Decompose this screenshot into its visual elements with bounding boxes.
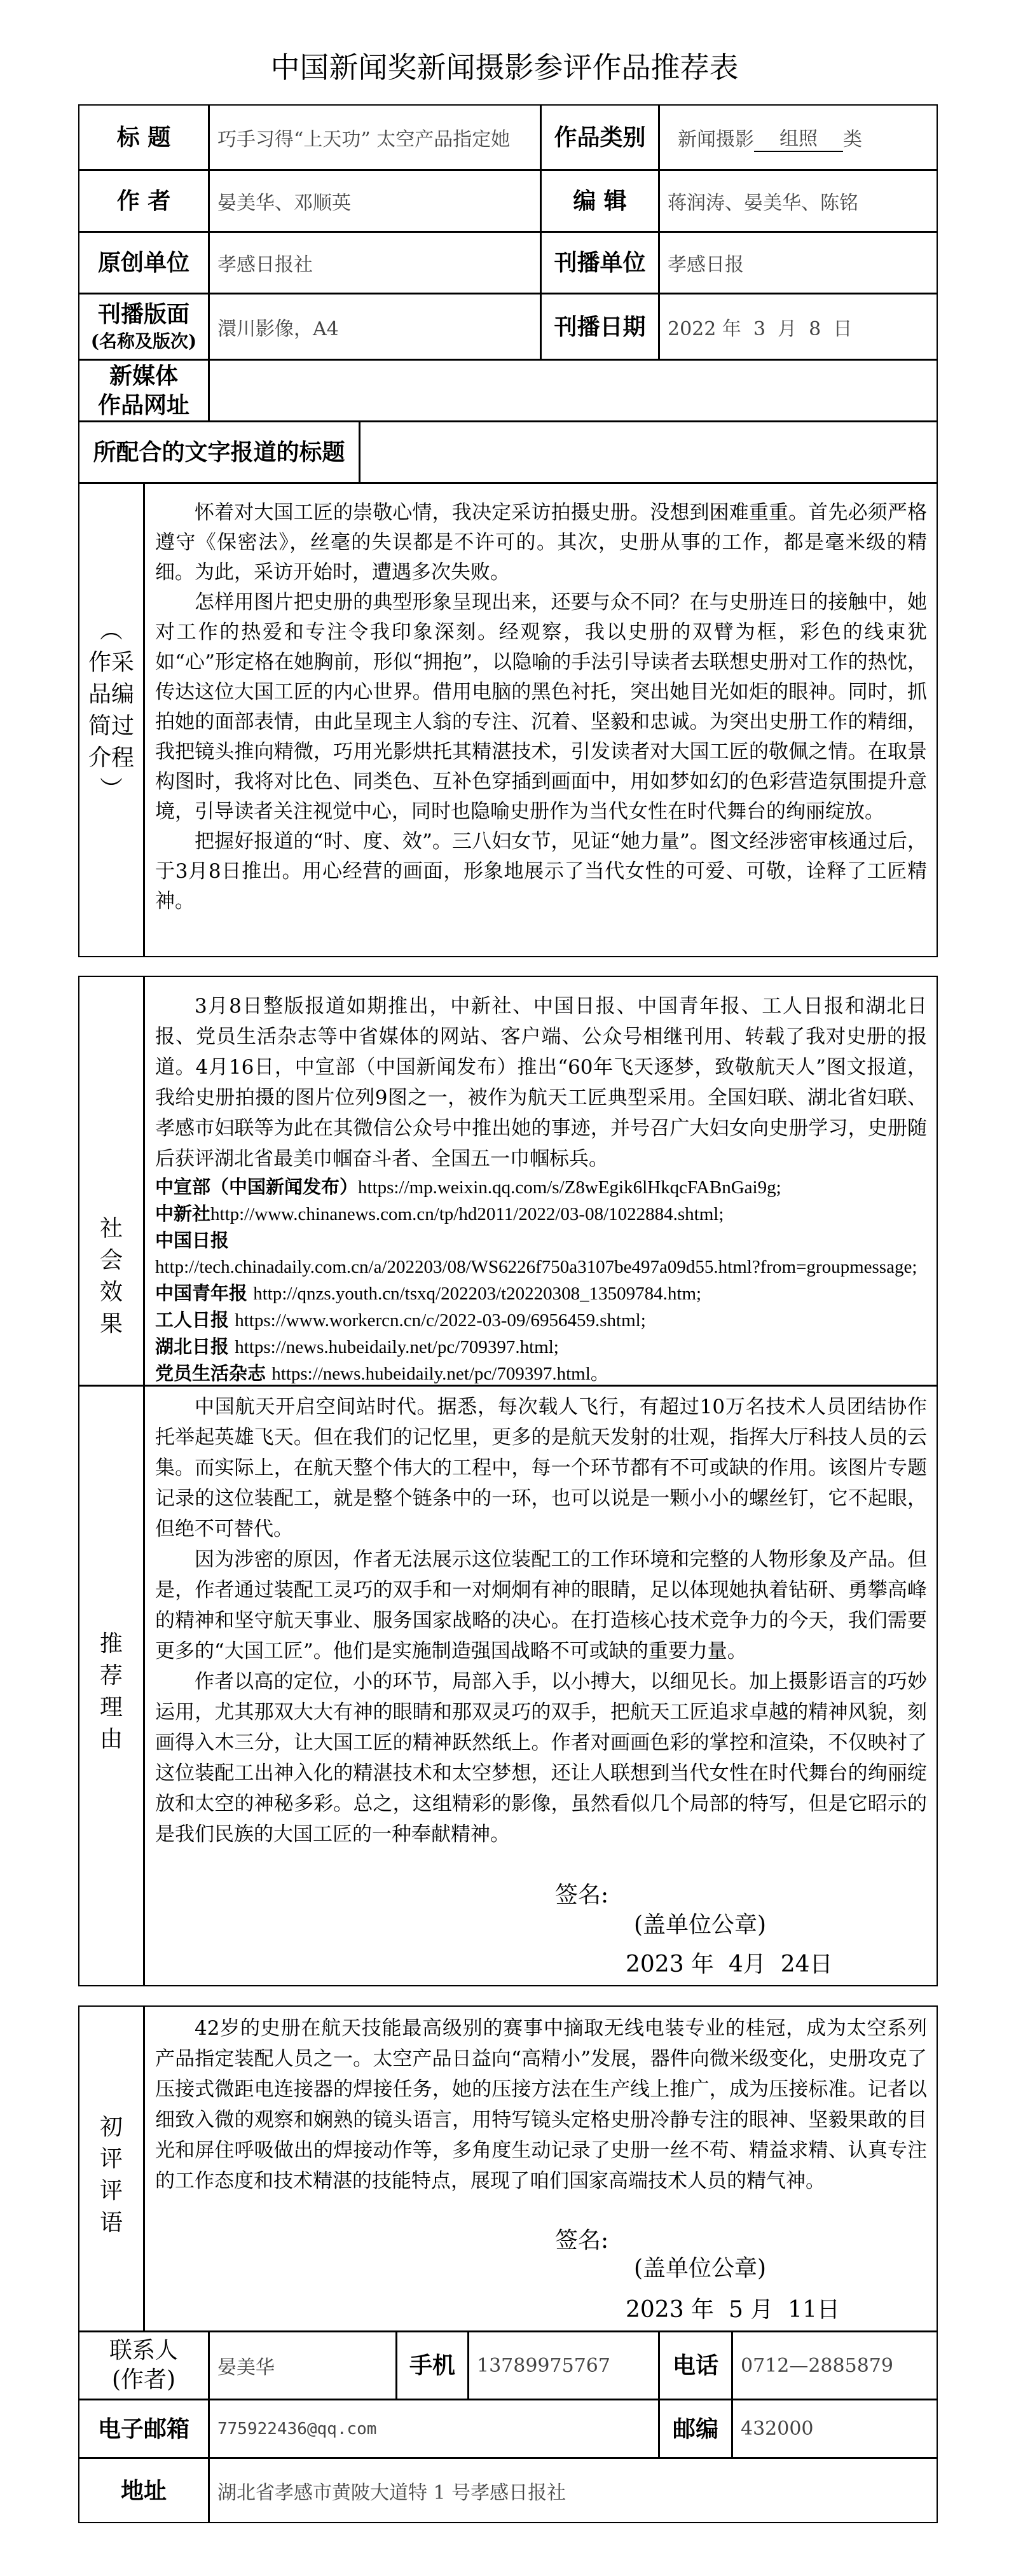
link-source: 中宣部（中国新闻发布） [155,1176,359,1198]
recommend-text [144,1385,938,1986]
social-label-char: 果 [99,1310,123,1337]
social-link[interactable] [155,1361,927,1387]
review-signature-label: 签名: [555,2227,609,2254]
review-text [144,2005,938,2332]
social-link[interactable] [155,1334,927,1361]
social-link[interactable] [155,1307,927,1334]
recommend-label [78,1385,144,1986]
link-source: 工人日报 [155,1309,230,1331]
editor-label: 编 辑 [540,170,659,232]
origin-unit-value: 孝感日报社 [209,232,541,294]
link-source: 湖北日报 [155,1336,230,1357]
recommend-paragraph: 因为涉密的原因，作者无法展示这位装配工的工作环境和完整的人物形象及产品。但是，作者通过装配工灵巧的双手和一对炯炯有神的眼睛，足以体现她执着钻研、勇攀高峰的精神和坚守航天事业、服务国家战略的决心。在打造核心技术竞争力的今天，我们需要更多的“大国工匠”。他们是实施制造强国战略不可或缺的重要力量。 [155,1548,927,1663]
intro-label-row: 品编 [88,681,134,707]
link-url[interactable]: http://qnzs.youth.cn/tsxq/202203/t20220308_13509784.htm; [253,1284,702,1304]
intro-text [144,483,938,957]
phone-label: 电话 [659,2331,732,2400]
review-paragraph: 42岁的史册在航天技能最高级别的赛事中摘取无线电装专业的桂冠，成为太空系列产品指定装配人员之一。太空产品日益向“高精小”发展，器件向微米级变化，史册攻克了压接式微距电连接器的焊接任务，她的压接方法在生产线上推广，成为压接标准。记者以细致入微的观察和娴熟的镜头语言，用特写镜头定格史册冷静专注的眼神、坚毅果敢的目光和屏住呼吸做出的焊接动作等，多角度生动记录了史册一丝不苟、精益求精、认真专注的工作态度和技术精湛的技能特点，展现了咱们国家高端技术人员的精气神。 [155,2017,927,2192]
newmedia-label [78,359,209,422]
intro-label-close: ︶ [99,777,123,803]
link-source: 中新社 [155,1203,211,1224]
origin-unit-label: 原创单位 [78,232,209,294]
recommend-label-char: 推 [99,1631,123,1657]
phone-value: 0712—2885879 [732,2331,938,2400]
related-label: 所配合的文字报道的标题 [78,421,360,483]
social-link[interactable] [155,1174,927,1201]
editor-value: 蒋润涛、晏美华、陈铭 [659,170,938,232]
related-value [359,421,938,483]
link-url[interactable]: https://www.workercn.cn/c/2022-03-09/6956459.shtml; [235,1310,646,1331]
social-link[interactable] [155,1201,927,1228]
social-label-char: 会 [99,1247,123,1273]
social-link[interactable] [155,1228,927,1280]
intro-paragraph: 怀着对大国工匠的崇敬心情，我决定采访拍摄史册。没想到困难重重。首先必须严格遵守《保密法》，丝毫的失误都是不许可的。其次，史册从事的工作，都是毫米级的精细。为此，采访开始时，遭遇多次失败。 [155,501,927,584]
review-stamp-label: (盖单位公章) [634,2255,767,2282]
page-label-main: 刊播版面 [97,300,189,328]
link-url[interactable]: http://tech.chinadaily.com.cn/a/202203/08/WS6226f750a3107be497a09d55.html?from=groupmessage; [155,1257,917,1277]
review-label-char: 初 [99,2114,123,2140]
newmedia-label-1: 新媒体 [109,363,178,389]
mobile-value: 13789975767 [468,2331,659,2400]
publish-unit-value: 孝感日报 [659,232,938,294]
recommend-paragraph: 中国航天开启空间站时代。据悉，每次载人飞行，有超过10万名技术人员团结协作托举起英雄飞天。但在我们的记忆里，更多的是航天发射的壮观，指挥大厅科技人员的云集。而实际上，在航天整个伟大的工程中，每一个环节都有不可或缺的作用。该图片专题记录的这位装配工，就是整个链条中的一环，也可以说是一颗小小的螺丝钉，它不起眼，但绝不可替代。 [155,1395,927,1541]
social-paragraph: 3月8日整版报道如期推出，中新社、中国日报、中国青年报、工人日报和湖北日报、党员生活杂志等中省媒体的网站、客户端、公众号相继刊用、转载了我对史册的报道。4月16日，中宣部（中国新闻发布）推出“60年飞天逐梦，致敬航天人”图文报道，我给史册拍摄的图片位列9图之一，被作为航天工匠典型采用。全国妇联、湖北省妇联、孝感市妇联等为此在其微信公众号中推出她的事迹，并号召广大妇女向史册学习，史册随后获评湖北省最美巾帼奋斗者、全国五一巾帼标兵。 [155,995,927,1170]
contact-person-label-2: (作者) [111,2367,176,2393]
contact-person-label [78,2331,209,2400]
mobile-label: 手机 [396,2331,469,2400]
newmedia-value [209,359,938,422]
author-value: 晏美华、邓顺英 [209,170,541,232]
social-label-char: 社 [99,1215,123,1242]
address-label: 地址 [78,2458,209,2523]
recommend-label-char: 荐 [99,1663,123,1689]
intro-label-row: 简过 [88,713,134,739]
date-value: 2022 年 3 月 8 日 [659,293,938,360]
review-label-char: 评 [99,2178,123,2204]
category-prefix: 新闻摄影 [678,128,754,151]
email-label: 电子邮箱 [78,2399,209,2458]
link-url[interactable]: https://news.hubeidaily.net/pc/709397.html。 [271,1364,609,1384]
intro-paragraph: 把握好报道的“时、度、效”。三八妇女节，见证“她力量”。图文经涉密审核通过后，于3月8日推出。用心经营的画面，形象地展示了当代女性的可爱、可敬，诠释了工匠精神。 [155,830,927,913]
link-source: 党员生活杂志 [155,1362,266,1384]
intro-label-open: ︵ [99,618,123,644]
intro-label-row: 介程 [88,745,134,771]
publish-unit-label: 刊播单位 [540,232,659,294]
category-underlined: 组照 [754,123,843,152]
link-source: 中国青年报 [155,1282,248,1304]
social-text [144,976,938,1386]
address-value: 湖北省孝感市黄陂大道特 1 号孝感日报社 [209,2458,938,2523]
social-label-char: 效 [99,1278,123,1305]
title-value: 巧手习得“上天功” 太空产品指定她 [209,104,541,170]
email-value: 775922436@qq.com [209,2399,659,2458]
intro-label-row: 作采 [88,649,134,675]
page-label [78,293,209,360]
recommend-signature-label: 签名: [555,1882,609,1908]
intro-label [78,483,144,957]
newmedia-label-2: 作品网址 [97,392,189,419]
social-label [78,976,144,1386]
social-link[interactable] [155,1280,927,1307]
recommend-label-char: 理 [99,1694,123,1721]
author-label: 作 者 [78,170,209,232]
link-url[interactable]: https://mp.weixin.qq.com/s/Z8wEgik6lHkqcFABnGai9g; [358,1177,781,1198]
recommend-paragraph: 作者以高的定位，小的环节，局部入手，以小搏大，以细见长。加上摄影语言的巧妙运用，尤其那双大大有神的眼睛和那双灵巧的双手，把航天工匠追求卓越的精神风貌，刻画得入木三分，让大国工匠的精神跃然纸上。作者对画画色彩的掌控和渲染，不仅映衬了这位装配工出神入化的精湛技术和太空梦想，还让人联想到当代女性在时代舞台的绚丽绽放和太空的神秘多彩。总之，这组精彩的影像，虽然看似几个局部的特写，但是它昭示的是我们民族的大国工匠的一种奉献精神。 [155,1670,927,1846]
zip-label: 邮编 [659,2399,732,2458]
category-suffix: 类 [843,128,862,151]
intro-paragraph: 怎样用图片把史册的典型形象呈现出来，还要与众不同？在与史册连日的接触中，她对工作的热爱和专注令我印象深刻。经观察，我以史册的双臂为框，彩色的线束犹如“心”形定格在她胸前，形似“拥抱”，以隐喻的手法引导读者去联想史册对工作的热忱，传达这位大国工匠的内心世界。借用电脑的黑色衬托，突出她目光如炬的眼神。同时，抓拍她的面部表情，由此呈现主人翁的专注、沉着、坚毅和忠诚。为突出史册工作的精细，我把镜头推向精微，巧用光影烘托其精湛技术，引发读者对大国工匠的敬佩之情。在取景构图时，我将对比色、同类色、互补色穿插到画面中，用如梦如幻的色彩营造氛围提升意境，引导读者关注视觉中心，同时也隐喻史册作为当代女性在时代舞台的绚丽绽放。 [155,591,927,823]
recommend-label-char: 由 [99,1726,123,1752]
review-label-char: 语 [99,2210,123,2236]
contact-person-value: 晏美华 [209,2331,397,2400]
review-label [78,2005,144,2332]
link-source: 中国日报 [155,1229,230,1251]
page-label-sub: (名称及版次) [90,330,197,352]
category-value [659,104,938,170]
recommend-date: 2023 年 4月 24日 [626,1951,833,1977]
recommend-stamp-label: (盖单位公章) [634,1912,767,1938]
link-url[interactable]: https://news.hubeidaily.net/pc/709397.html; [235,1337,559,1357]
page-value: 澴川影像，A4 [209,293,541,360]
review-date: 2023 年 5 月 11日 [626,2297,840,2323]
title-label: 标 题 [78,104,209,170]
review-label-char: 评 [99,2146,123,2172]
page-title: 中国新闻奖新闻摄影参评作品推荐表 [270,50,739,85]
date-label: 刊播日期 [540,293,659,360]
zip-value: 432000 [732,2399,938,2458]
contact-person-label-1: 联系人 [109,2337,178,2364]
category-label: 作品类别 [540,104,659,170]
link-url[interactable]: http://www.chinanews.com.cn/tp/hd2011/2022/03-08/1022884.shtml; [210,1204,724,1224]
